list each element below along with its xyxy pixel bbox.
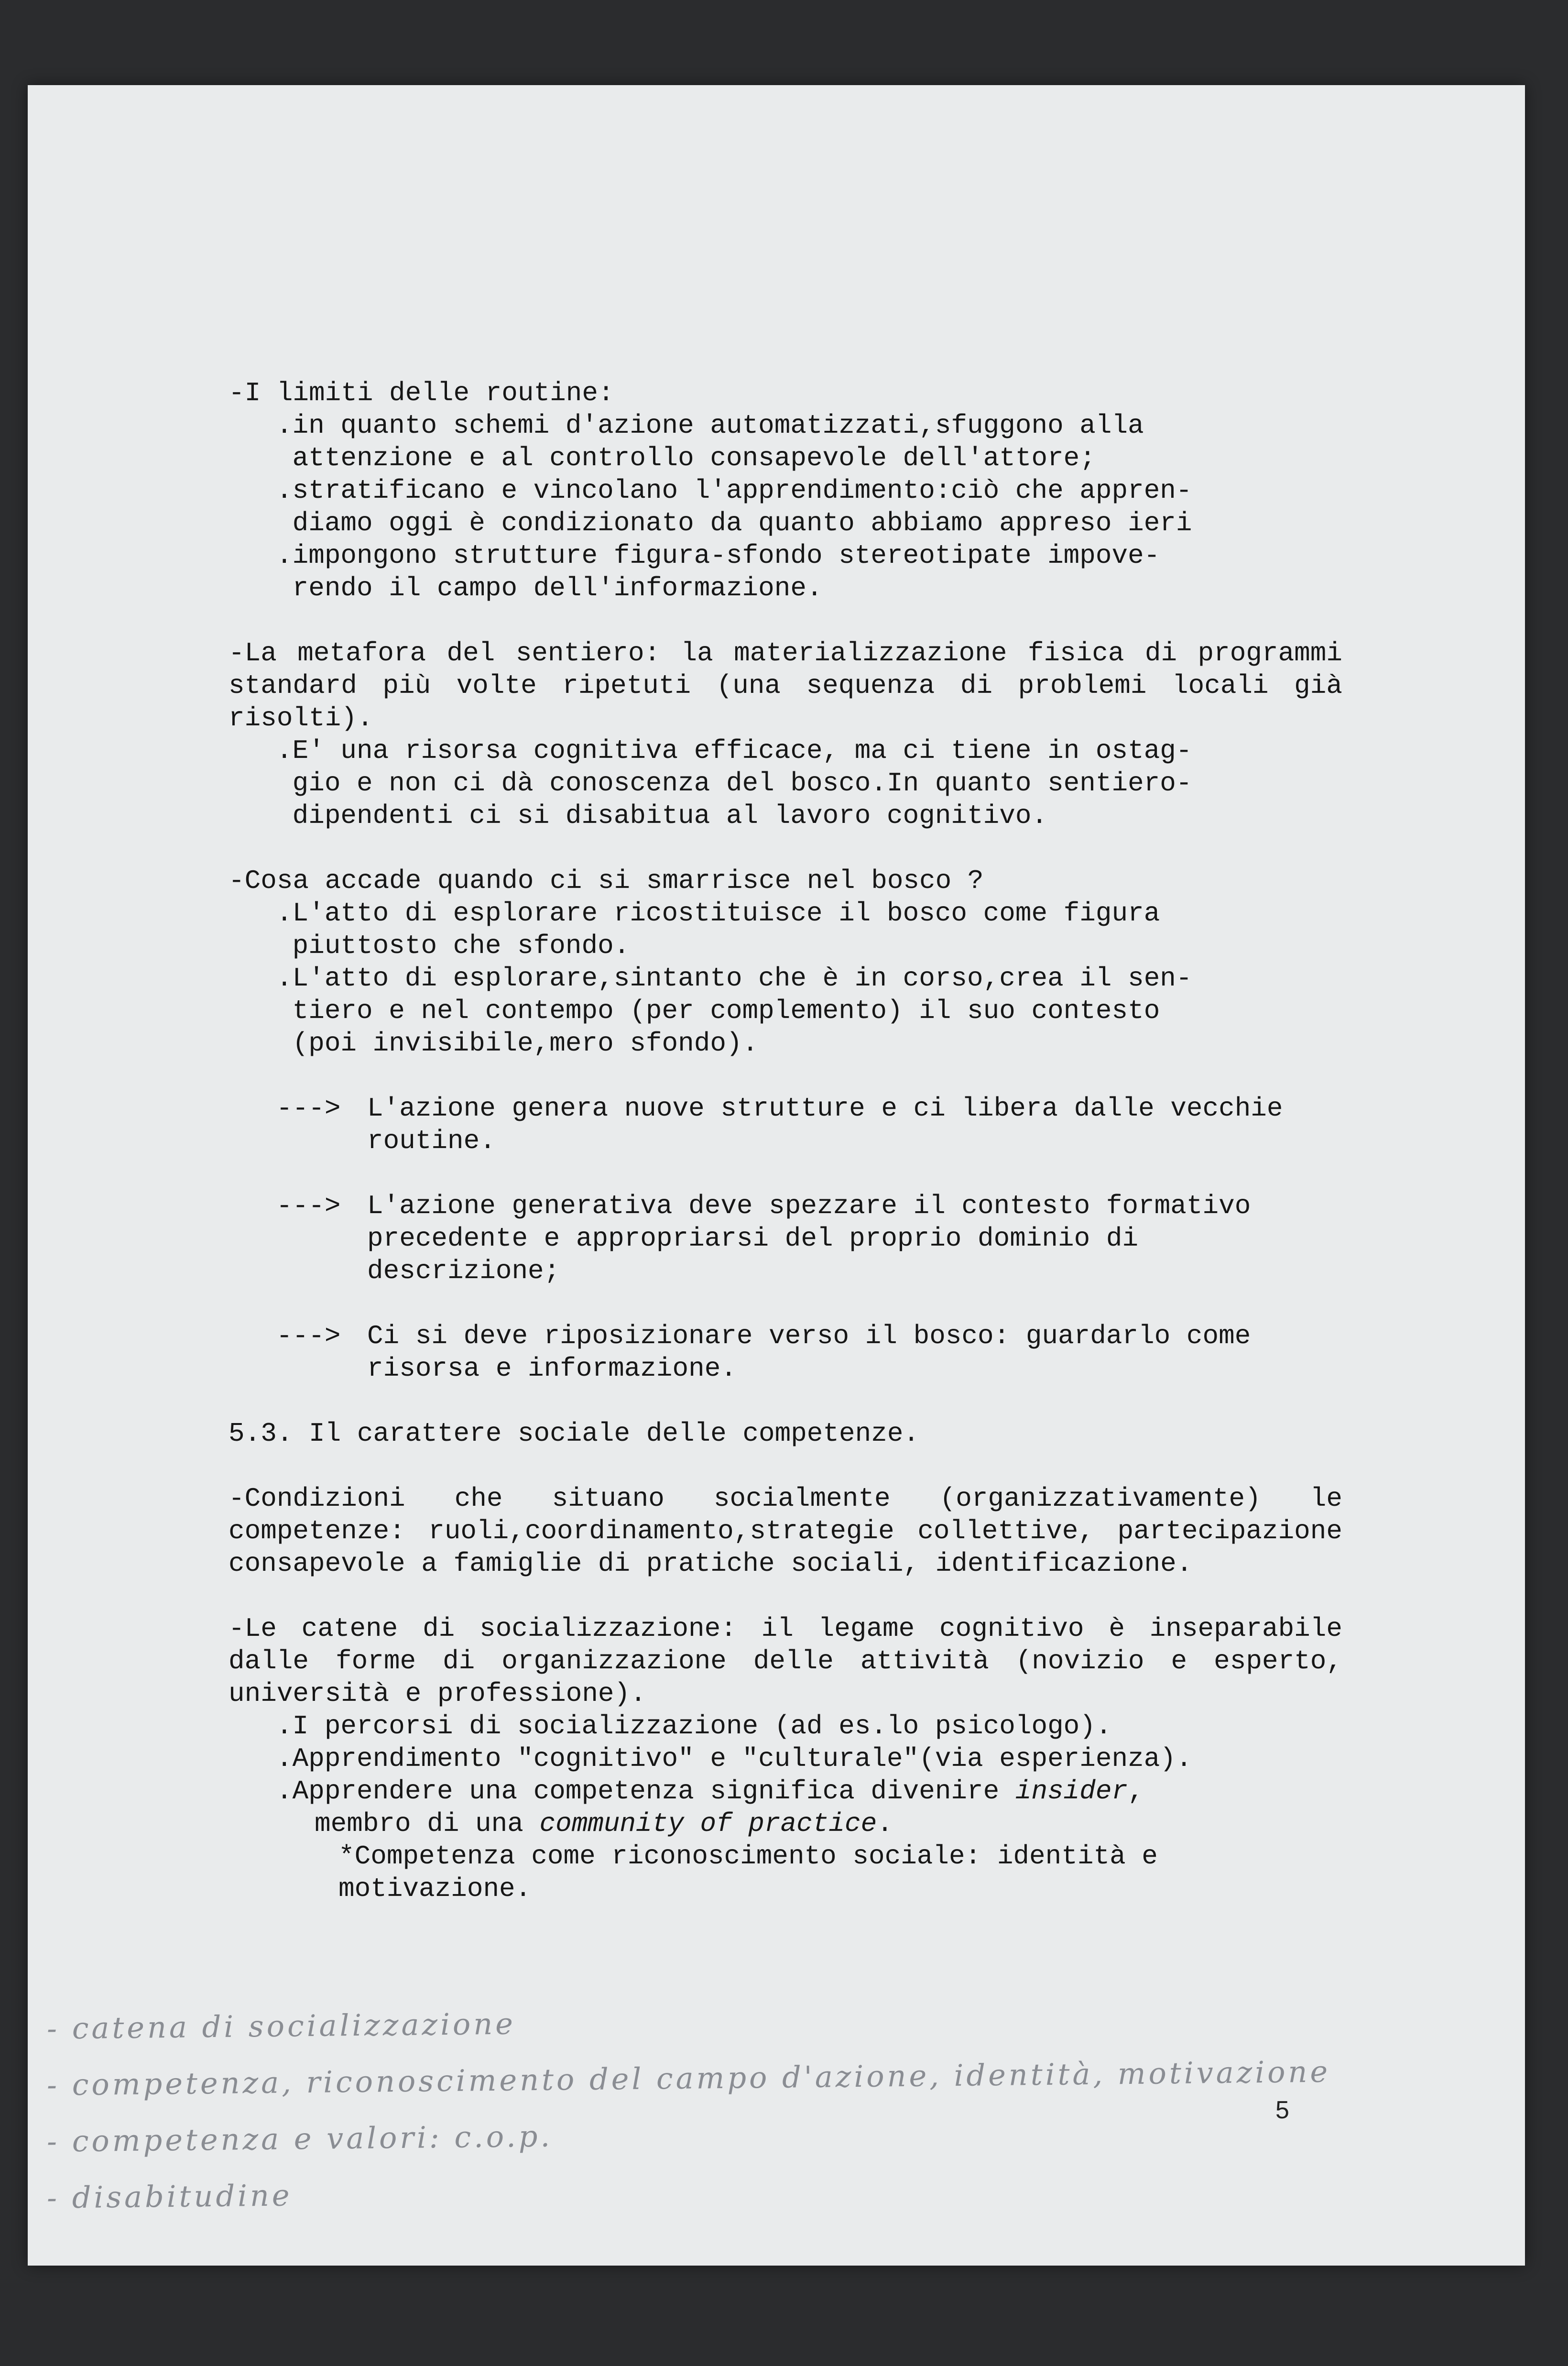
routine-item: .stratificano e vincolano l'apprendimento:ciò che appren- (276, 475, 1192, 506)
item-text: .Apprendere una competenza significa divenire (276, 1776, 1015, 1807)
handwritten-note: - catena di socializzazione (46, 2006, 516, 2046)
item-text: membro di una (315, 1808, 540, 1839)
forest-item: (poi invisibile,mero sfondo). (276, 1028, 759, 1059)
arrow-point (276, 1190, 1342, 1287)
arrow-text: L'azione genera nuove strutture e ci libera dalle vecchie routine. (367, 1093, 1283, 1156)
socialization-item: .Apprendimento "cognitivo" e "culturale"(via esperienza). (276, 1743, 1192, 1774)
item-emphasis: community of practice (539, 1808, 877, 1839)
section-title: 5.3. Il carattere sociale delle competenze. (229, 1418, 920, 1449)
routine-item: diamo oggi è condizionato da quanto abbiamo appreso ieri (276, 508, 1192, 538)
arrow-text: Ci si deve riposizionare verso il bosco: guardarlo come risorsa e informazione. (367, 1321, 1251, 1384)
arrow-point (276, 1320, 1342, 1385)
routine-item: .in quanto schemi d'azione automatizzati,sfuggono alla (276, 410, 1144, 441)
handwritten-note: - disabitudine (46, 2178, 293, 2215)
path-metaphor-block (229, 637, 1342, 832)
socialization-item (229, 1775, 1342, 1807)
path-item: .E' una risorsa cognitiva efficace, ma ci tiene in ostag- (276, 735, 1192, 766)
routine-item: attenzione e al controllo consapevole dell'attore; (276, 443, 1096, 473)
path-metaphor-heading: -La metafora del sentiero: la materializzazione fisica di programmi standard più volte ripetuti (una sequenza di problemi locali già risolti). (229, 638, 1342, 734)
forest-item: tiero e nel contempo (per complemento) il suo contesto (276, 996, 1160, 1026)
handwritten-notes (47, 1993, 1481, 2219)
forest-item: piuttosto che sfondo. (276, 931, 630, 961)
arrow-marker: ---> (276, 1321, 341, 1351)
item-text: . (877, 1808, 893, 1839)
arrow-marker: ---> (276, 1093, 341, 1124)
socialization-item: .I percorsi di socializzazione (ad es.lo psicologo). (276, 1711, 1112, 1742)
socialization-heading: -Le catene di socializzazione: il legame cognitivo è inseparabile dalle forme di organizzazione delle attività (novizio e esperto, università e professione). (229, 1613, 1342, 1709)
routine-item: rendo il campo dell'informazione. (276, 573, 823, 603)
socialization-block (229, 1612, 1342, 1905)
handwritten-note: - competenza, riconoscimento del campo d'azione, identità, motivazione (46, 2054, 1331, 2103)
routine-limits-heading: -I limiti delle routine: (229, 378, 614, 408)
routine-limits-block (229, 377, 1342, 604)
socialization-item (229, 1807, 1342, 1840)
page-number: 5 (1275, 2096, 1289, 2124)
forest-item: .L'atto di esplorare ricostituisce il bosco come figura (276, 898, 1160, 929)
item-text: , (1128, 1776, 1144, 1807)
path-item: dipendenti ci si disabitua al lavoro cognitivo. (276, 800, 1048, 831)
forest-block (229, 865, 1342, 1060)
arrow-point (276, 1092, 1342, 1157)
routine-item: .impongono strutture figura-sfondo stereotipate impove- (276, 540, 1160, 571)
typed-text (229, 377, 1342, 1938)
socialization-item: *Competenza come riconoscimento sociale: identità e motivazione. (338, 1841, 1158, 1904)
document-page (28, 85, 1525, 2266)
arrow-marker: ---> (276, 1191, 341, 1221)
forest-item: .L'atto di esplorare,sintanto che è in corso,crea il sen- (276, 963, 1192, 994)
handwritten-note: - competenza e valori: c.o.p. (46, 2118, 553, 2159)
forest-heading: -Cosa accade quando ci si smarrisce nel bosco ? (229, 865, 984, 896)
conditions-paragraph: -Condizioni che situano socialmente (organizzativamente) le competenze: ruoli,coordinamento,strategie collettive, partecipazione consapevole a famiglie di pratiche sociali, identificazione. (229, 1483, 1342, 1579)
path-item: gio e non ci dà conoscenza del bosco.In quanto sentiero- (276, 768, 1192, 799)
item-emphasis: insider (1015, 1776, 1128, 1807)
arrow-text: L'azione generativa deve spezzare il contesto formativo precedente e appropriarsi del proprio dominio di descrizione; (367, 1191, 1251, 1286)
